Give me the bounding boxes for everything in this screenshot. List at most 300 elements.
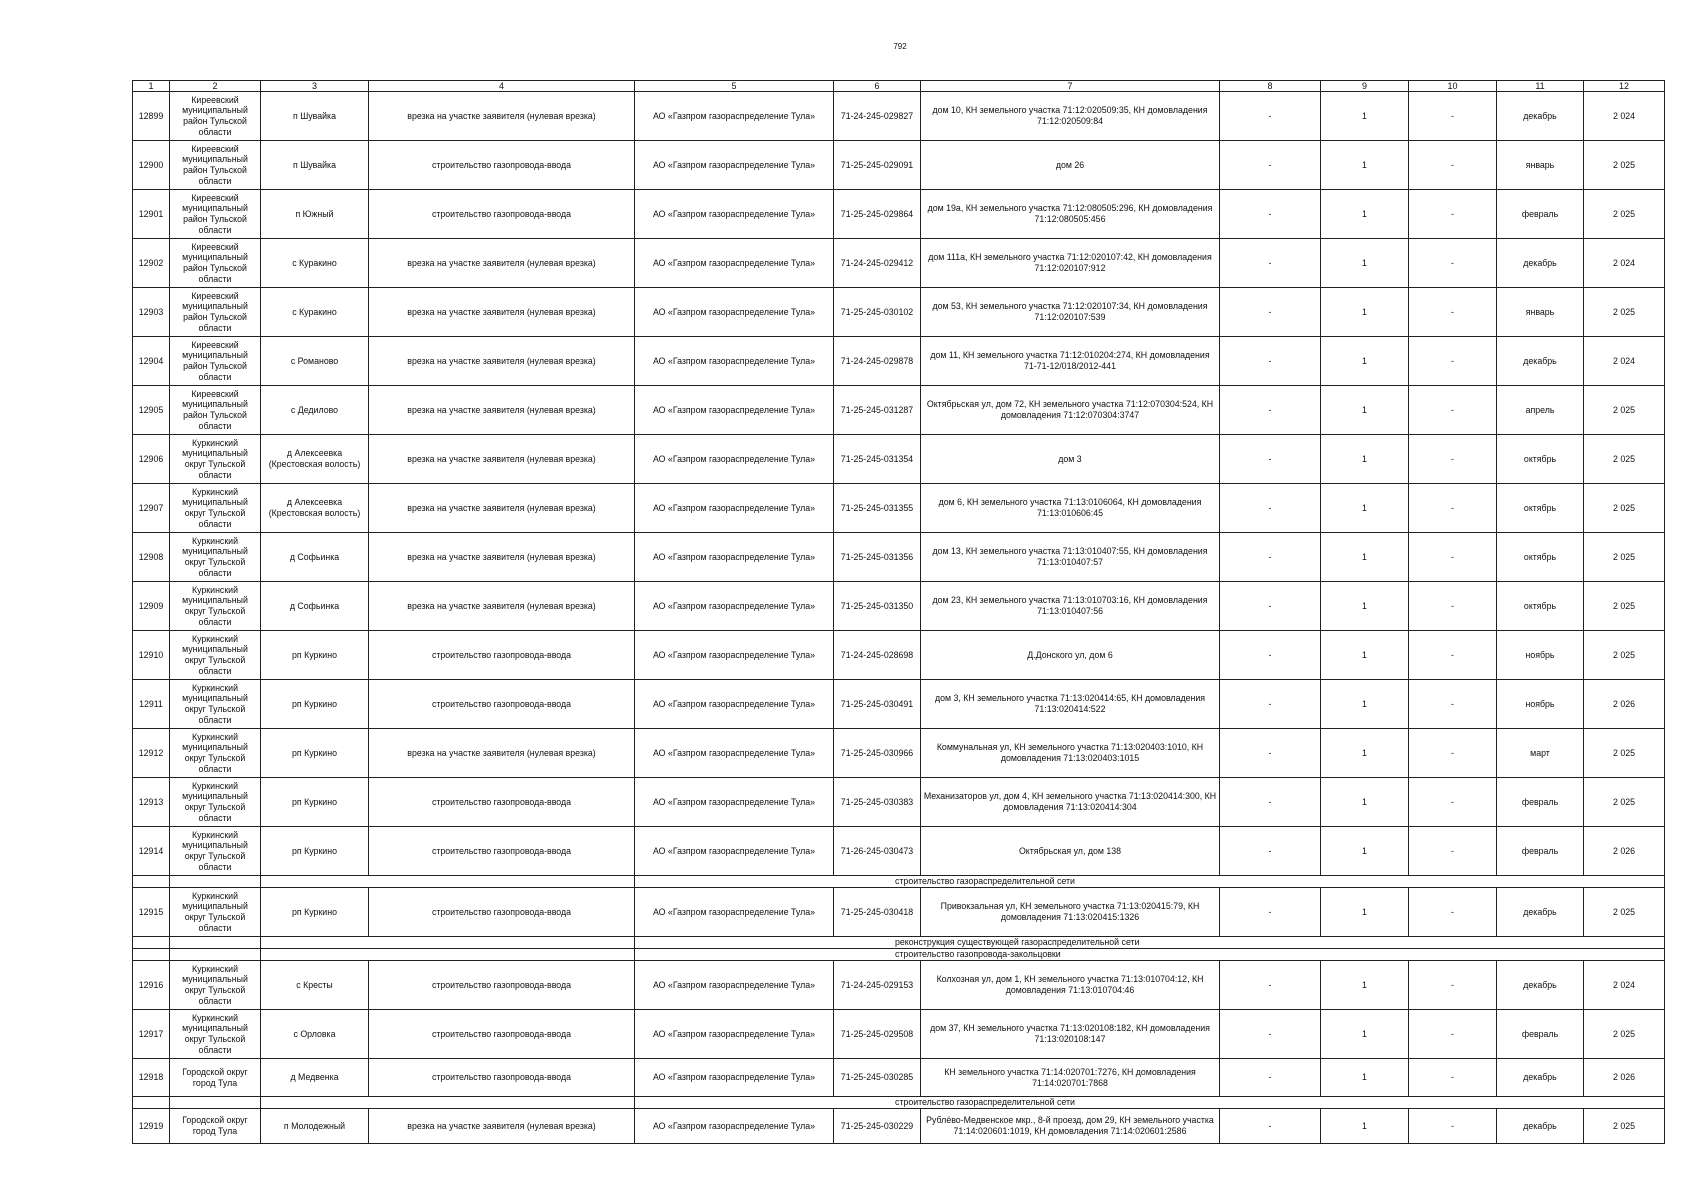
cell-col-5: АО «Газпром газораспределение Тула»	[635, 288, 834, 337]
cell-col-5: АО «Газпром газораспределение Тула»	[635, 729, 834, 778]
cell-col-11: январь	[1497, 288, 1584, 337]
cell-col-10: -	[1409, 1109, 1497, 1144]
cell-col-2: Куркинский муниципальный округ Тульской области	[170, 631, 261, 680]
cell-col-1: 12902	[133, 239, 170, 288]
cell-col-5: АО «Газпром газораспределение Тула»	[635, 435, 834, 484]
cell-col-4: строительство газопровода-ввода	[369, 680, 635, 729]
cell-col-2: Куркинский муниципальный округ Тульской области	[170, 484, 261, 533]
section-heading-row	[133, 949, 1665, 961]
cell-col-1: 12911	[133, 680, 170, 729]
cell-col-2: Куркинский муниципальный округ Тульской области	[170, 888, 261, 937]
cell-col-3: д Софьинка	[261, 582, 369, 631]
cell-col-4: врезка на участке заявителя (нулевая врезка)	[369, 484, 635, 533]
cell-col-3: с Куракино	[261, 239, 369, 288]
cell-col-10: -	[1409, 533, 1497, 582]
cell-col-9: 1	[1321, 1109, 1409, 1144]
cell-col-10: -	[1409, 680, 1497, 729]
table-row	[133, 239, 1665, 288]
cell-col-11: февраль	[1497, 778, 1584, 827]
cell-col-6: 71-25-245-030491	[834, 680, 921, 729]
section-heading-row	[133, 876, 1665, 888]
cell-col-11: декабрь	[1497, 239, 1584, 288]
cell-col-11: апрель	[1497, 386, 1584, 435]
cell-col-3: д Медвенка	[261, 1059, 369, 1097]
column-header-11: 11	[1497, 81, 1584, 92]
cell-col-8: -	[1220, 239, 1321, 288]
cell-col-3: рп Куркино	[261, 631, 369, 680]
cell-col-8: -	[1220, 1010, 1321, 1059]
cell-col-6: 71-25-245-030966	[834, 729, 921, 778]
cell-col-12: 2 025	[1584, 484, 1665, 533]
cell-col-6: 71-25-245-029508	[834, 1010, 921, 1059]
cell-col-11: декабрь	[1497, 961, 1584, 1010]
cell-col-5: АО «Газпром газораспределение Тула»	[635, 484, 834, 533]
column-header-12: 12	[1584, 81, 1665, 92]
cell-col-8: -	[1220, 631, 1321, 680]
cell-col-3: с Орловка	[261, 1010, 369, 1059]
cell-col-5: АО «Газпром газораспределение Тула»	[635, 239, 834, 288]
cell-col-3: п Шувайка	[261, 92, 369, 141]
cell-col-6: 71-25-245-031356	[834, 533, 921, 582]
cell-col-7: дом 3	[921, 435, 1220, 484]
cell-col-4: врезка на участке заявителя (нулевая врезка)	[369, 435, 635, 484]
section-empty-cell	[261, 949, 635, 961]
section-heading-row	[133, 1097, 1665, 1109]
cell-col-4: врезка на участке заявителя (нулевая врезка)	[369, 386, 635, 435]
section-empty-cell	[170, 1097, 261, 1109]
cell-col-10: -	[1409, 582, 1497, 631]
cell-col-6: 71-24-245-028698	[834, 631, 921, 680]
cell-col-6: 71-25-245-031350	[834, 582, 921, 631]
table-row	[133, 827, 1665, 876]
cell-col-3: рп Куркино	[261, 778, 369, 827]
cell-col-8: -	[1220, 1059, 1321, 1097]
cell-col-2: Киреевский муниципальный район Тульской области	[170, 337, 261, 386]
cell-col-5: АО «Газпром газораспределение Тула»	[635, 778, 834, 827]
cell-col-4: строительство газопровода-ввода	[369, 888, 635, 937]
cell-col-12: 2 026	[1584, 1059, 1665, 1097]
cell-col-10: -	[1409, 1010, 1497, 1059]
cell-col-7: Привокзальная ул, КН земельного участка 71:13:020415:79, КН домовладения 71:13:020415:1326	[921, 888, 1220, 937]
cell-col-8: -	[1220, 680, 1321, 729]
section-empty-cell	[170, 876, 261, 888]
cell-col-7: КН земельного участка 71:14:020701:7276, КН домовладения 71:14:020701:7868	[921, 1059, 1220, 1097]
cell-col-7: дом 37, КН земельного участка 71:13:020108:182, КН домовладения 71:13:020108:147	[921, 1010, 1220, 1059]
cell-col-5: АО «Газпром газораспределение Тула»	[635, 141, 834, 190]
cell-col-11: декабрь	[1497, 888, 1584, 937]
cell-col-12: 2 025	[1584, 435, 1665, 484]
cell-col-11: декабрь	[1497, 337, 1584, 386]
column-header-1: 1	[133, 81, 170, 92]
table-row	[133, 729, 1665, 778]
cell-col-1: 12906	[133, 435, 170, 484]
cell-col-10: -	[1409, 888, 1497, 937]
cell-col-4: врезка на участке заявителя (нулевая врезка)	[369, 533, 635, 582]
cell-col-6: 71-25-245-031354	[834, 435, 921, 484]
cell-col-2: Киреевский муниципальный район Тульской области	[170, 141, 261, 190]
cell-col-9: 1	[1321, 239, 1409, 288]
cell-col-11: февраль	[1497, 190, 1584, 239]
cell-col-9: 1	[1321, 337, 1409, 386]
cell-col-4: врезка на участке заявителя (нулевая врезка)	[369, 92, 635, 141]
cell-col-5: АО «Газпром газораспределение Тула»	[635, 961, 834, 1010]
cell-col-1: 12905	[133, 386, 170, 435]
cell-col-10: -	[1409, 239, 1497, 288]
table-row	[133, 533, 1665, 582]
cell-col-12: 2 025	[1584, 190, 1665, 239]
cell-col-11: октябрь	[1497, 435, 1584, 484]
cell-col-6: 71-24-245-029827	[834, 92, 921, 141]
cell-col-3: с Кресты	[261, 961, 369, 1010]
cell-col-2: Куркинский муниципальный округ Тульской области	[170, 582, 261, 631]
cell-col-12: 2 025	[1584, 778, 1665, 827]
cell-col-7: дом 11, КН земельного участка 71:12:010204:274, КН домовладения 71-71-12/018/2012-441	[921, 337, 1220, 386]
cell-col-8: -	[1220, 961, 1321, 1010]
cell-col-11: октябрь	[1497, 582, 1584, 631]
cell-col-11: февраль	[1497, 827, 1584, 876]
cell-col-9: 1	[1321, 141, 1409, 190]
cell-col-7: Колхозная ул, дом 1, КН земельного участка 71:13:010704:12, КН домовладения 71:13:010704:46	[921, 961, 1220, 1010]
cell-col-2: Куркинский муниципальный округ Тульской области	[170, 1010, 261, 1059]
cell-col-5: АО «Газпром газораспределение Тула»	[635, 1059, 834, 1097]
cell-col-4: врезка на участке заявителя (нулевая врезка)	[369, 337, 635, 386]
cell-col-12: 2 026	[1584, 680, 1665, 729]
cell-col-3: рп Куркино	[261, 729, 369, 778]
cell-col-10: -	[1409, 92, 1497, 141]
cell-col-3: с Куракино	[261, 288, 369, 337]
cell-col-8: -	[1220, 533, 1321, 582]
section-empty-cell	[133, 949, 170, 961]
table-row	[133, 1010, 1665, 1059]
section-title: строительство газопровода-закольцовки	[635, 949, 1665, 961]
cell-col-3: рп Куркино	[261, 888, 369, 937]
cell-col-8: -	[1220, 582, 1321, 631]
cell-col-6: 71-24-245-029412	[834, 239, 921, 288]
column-header-5: 5	[635, 81, 834, 92]
cell-col-10: -	[1409, 288, 1497, 337]
cell-col-10: -	[1409, 190, 1497, 239]
cell-col-2: Куркинский муниципальный округ Тульской области	[170, 827, 261, 876]
section-empty-cell	[133, 937, 170, 949]
cell-col-9: 1	[1321, 582, 1409, 631]
cell-col-7: Октябрьская ул, дом 138	[921, 827, 1220, 876]
cell-col-5: АО «Газпром газораспределение Тула»	[635, 533, 834, 582]
cell-col-10: -	[1409, 827, 1497, 876]
cell-col-6: 71-25-245-030229	[834, 1109, 921, 1144]
cell-col-8: -	[1220, 141, 1321, 190]
cell-col-6: 71-26-245-030473	[834, 827, 921, 876]
cell-col-5: АО «Газпром газораспределение Тула»	[635, 680, 834, 729]
cell-col-5: АО «Газпром газораспределение Тула»	[635, 631, 834, 680]
section-empty-cell	[133, 876, 170, 888]
cell-col-4: врезка на участке заявителя (нулевая врезка)	[369, 288, 635, 337]
cell-col-5: АО «Газпром газораспределение Тула»	[635, 337, 834, 386]
cell-col-1: 12908	[133, 533, 170, 582]
cell-col-2: Куркинский муниципальный округ Тульской области	[170, 778, 261, 827]
cell-col-10: -	[1409, 729, 1497, 778]
cell-col-10: -	[1409, 1059, 1497, 1097]
cell-col-9: 1	[1321, 386, 1409, 435]
column-header-4: 4	[369, 81, 635, 92]
cell-col-6: 71-24-245-029153	[834, 961, 921, 1010]
cell-col-5: АО «Газпром газораспределение Тула»	[635, 1010, 834, 1059]
cell-col-1: 12914	[133, 827, 170, 876]
cell-col-3: с Романово	[261, 337, 369, 386]
cell-col-12: 2 025	[1584, 1109, 1665, 1144]
cell-col-7: дом 10, КН земельного участка 71:12:020509:35, КН домовладения 71:12:020509:84	[921, 92, 1220, 141]
cell-col-4: строительство газопровода-ввода	[369, 778, 635, 827]
cell-col-1: 12901	[133, 190, 170, 239]
cell-col-1: 12899	[133, 92, 170, 141]
cell-col-11: декабрь	[1497, 92, 1584, 141]
cell-col-10: -	[1409, 778, 1497, 827]
cell-col-12: 2 024	[1584, 239, 1665, 288]
cell-col-2: Куркинский муниципальный округ Тульской области	[170, 533, 261, 582]
cell-col-6: 71-24-245-029878	[834, 337, 921, 386]
cell-col-12: 2 025	[1584, 631, 1665, 680]
cell-col-1: 12917	[133, 1010, 170, 1059]
cell-col-4: врезка на участке заявителя (нулевая врезка)	[369, 1109, 635, 1144]
cell-col-4: врезка на участке заявителя (нулевая врезка)	[369, 729, 635, 778]
cell-col-11: март	[1497, 729, 1584, 778]
cell-col-9: 1	[1321, 778, 1409, 827]
cell-col-1: 12909	[133, 582, 170, 631]
cell-col-5: АО «Газпром газораспределение Тула»	[635, 582, 834, 631]
cell-col-1: 12900	[133, 141, 170, 190]
column-header-9: 9	[1321, 81, 1409, 92]
cell-col-11: декабрь	[1497, 1109, 1584, 1144]
cell-col-1: 12910	[133, 631, 170, 680]
column-header-2: 2	[170, 81, 261, 92]
cell-col-9: 1	[1321, 1010, 1409, 1059]
cell-col-1: 12916	[133, 961, 170, 1010]
cell-col-10: -	[1409, 386, 1497, 435]
cell-col-6: 71-25-245-030383	[834, 778, 921, 827]
table-row	[133, 888, 1665, 937]
cell-col-2: Куркинский муниципальный округ Тульской области	[170, 680, 261, 729]
section-heading-row	[133, 937, 1665, 949]
cell-col-2: Городской округ город Тула	[170, 1059, 261, 1097]
cell-col-4: строительство газопровода-ввода	[369, 631, 635, 680]
column-header-6: 6	[834, 81, 921, 92]
cell-col-5: АО «Газпром газораспределение Тула»	[635, 386, 834, 435]
cell-col-2: Киреевский муниципальный район Тульской области	[170, 190, 261, 239]
cell-col-1: 12907	[133, 484, 170, 533]
column-number-row	[133, 81, 1665, 92]
cell-col-8: -	[1220, 92, 1321, 141]
cell-col-2: Городской округ город Тула	[170, 1109, 261, 1144]
cell-col-6: 71-25-245-031355	[834, 484, 921, 533]
cell-col-12: 2 025	[1584, 386, 1665, 435]
table-row	[133, 190, 1665, 239]
cell-col-7: дом 23, КН земельного участка 71:13:010703:16, КН домовладения 71:13:010407:56	[921, 582, 1220, 631]
cell-col-7: дом 3, КН земельного участка 71:13:020414:65, КН домовладения 71:13:020414:522	[921, 680, 1220, 729]
cell-col-9: 1	[1321, 631, 1409, 680]
section-title: реконструкция существующей газораспределительной сети	[635, 937, 1665, 949]
cell-col-5: АО «Газпром газораспределение Тула»	[635, 827, 834, 876]
section-title: строительство газораспределительной сети	[635, 876, 1665, 888]
cell-col-6: 71-25-245-030418	[834, 888, 921, 937]
cell-col-10: -	[1409, 435, 1497, 484]
cell-col-2: Куркинский муниципальный округ Тульской области	[170, 729, 261, 778]
cell-col-1: 12912	[133, 729, 170, 778]
cell-col-7: дом 111а, КН земельного участка 71:12:020107:42, КН домовладения 71:12:020107:912	[921, 239, 1220, 288]
cell-col-12: 2 025	[1584, 141, 1665, 190]
cell-col-9: 1	[1321, 729, 1409, 778]
cell-col-9: 1	[1321, 288, 1409, 337]
cell-col-2: Куркинский муниципальный округ Тульской области	[170, 961, 261, 1010]
cell-col-3: п Молодежный	[261, 1109, 369, 1144]
cell-col-12: 2 024	[1584, 337, 1665, 386]
cell-col-7: дом 13, КН земельного участка 71:13:010407:55, КН домовладения 71:13:010407:57	[921, 533, 1220, 582]
cell-col-8: -	[1220, 1109, 1321, 1144]
cell-col-9: 1	[1321, 888, 1409, 937]
cell-col-7: Механизаторов ул, дом 4, КН земельного участка 71:13:020414:300, КН домовладения 71:13:020414:304	[921, 778, 1220, 827]
table-row	[133, 141, 1665, 190]
cell-col-8: -	[1220, 288, 1321, 337]
cell-col-2: Киреевский муниципальный район Тульской области	[170, 239, 261, 288]
cell-col-4: строительство газопровода-ввода	[369, 961, 635, 1010]
cell-col-11: октябрь	[1497, 484, 1584, 533]
table-row	[133, 92, 1665, 141]
cell-col-4: строительство газопровода-ввода	[369, 1010, 635, 1059]
cell-col-12: 2 025	[1584, 729, 1665, 778]
column-header-8: 8	[1220, 81, 1321, 92]
cell-col-9: 1	[1321, 961, 1409, 1010]
cell-col-11: ноябрь	[1497, 680, 1584, 729]
cell-col-9: 1	[1321, 484, 1409, 533]
section-empty-cell	[261, 937, 635, 949]
cell-col-2: Киреевский муниципальный район Тульской области	[170, 386, 261, 435]
cell-col-8: -	[1220, 827, 1321, 876]
table-row	[133, 386, 1665, 435]
cell-col-7: дом 19а, КН земельного участка 71:12:080505:296, КН домовладения 71:12:080505:456	[921, 190, 1220, 239]
cell-col-9: 1	[1321, 1059, 1409, 1097]
cell-col-9: 1	[1321, 190, 1409, 239]
cell-col-1: 12919	[133, 1109, 170, 1144]
cell-col-11: ноябрь	[1497, 631, 1584, 680]
cell-col-7: Рублёво-Медвенское мкр., 8-й проезд, дом 29, КН земельного участка 71:14:020601:1019, КН домовладения 71:14:020601:2586	[921, 1109, 1220, 1144]
cell-col-8: -	[1220, 386, 1321, 435]
cell-col-1: 12918	[133, 1059, 170, 1097]
cell-col-7: дом 53, КН земельного участка 71:12:020107:34, КН домовладения 71:12:020107:539	[921, 288, 1220, 337]
cell-col-2: Киреевский муниципальный район Тульской области	[170, 92, 261, 141]
column-header-3: 3	[261, 81, 369, 92]
cell-col-2: Куркинский муниципальный округ Тульской области	[170, 435, 261, 484]
cell-col-2: Киреевский муниципальный район Тульской области	[170, 288, 261, 337]
cell-col-10: -	[1409, 484, 1497, 533]
cell-col-3: д Алексеевка (Крестовская волость)	[261, 484, 369, 533]
cell-col-5: АО «Газпром газораспределение Тула»	[635, 1109, 834, 1144]
cell-col-5: АО «Газпром газораспределение Тула»	[635, 888, 834, 937]
cell-col-3: рп Куркино	[261, 680, 369, 729]
page-number: 792	[893, 42, 907, 51]
cell-col-11: октябрь	[1497, 533, 1584, 582]
cell-col-8: -	[1220, 337, 1321, 386]
cell-col-10: -	[1409, 631, 1497, 680]
section-empty-cell	[170, 937, 261, 949]
cell-col-11: декабрь	[1497, 1059, 1584, 1097]
section-empty-cell	[261, 876, 635, 888]
cell-col-4: строительство газопровода-ввода	[369, 190, 635, 239]
section-empty-cell	[133, 1097, 170, 1109]
cell-col-8: -	[1220, 484, 1321, 533]
cell-col-8: -	[1220, 435, 1321, 484]
cell-col-6: 71-25-245-029091	[834, 141, 921, 190]
cell-col-9: 1	[1321, 92, 1409, 141]
cell-col-8: -	[1220, 778, 1321, 827]
cell-col-1: 12915	[133, 888, 170, 937]
cell-col-12: 2 024	[1584, 92, 1665, 141]
cell-col-8: -	[1220, 190, 1321, 239]
cell-col-7: дом 26	[921, 141, 1220, 190]
section-empty-cell	[170, 949, 261, 961]
cell-col-5: АО «Газпром газораспределение Тула»	[635, 190, 834, 239]
cell-col-8: -	[1220, 888, 1321, 937]
cell-col-4: строительство газопровода-ввода	[369, 141, 635, 190]
section-title: строительство газораспределительной сети	[635, 1097, 1665, 1109]
cell-col-12: 2 025	[1584, 1010, 1665, 1059]
cell-col-8: -	[1220, 729, 1321, 778]
cell-col-7: Октябрьская ул, дом 72, КН земельного участка 71:12:070304:524, КН домовладения 71:12:070304:3747	[921, 386, 1220, 435]
cell-col-4: строительство газопровода-ввода	[369, 1059, 635, 1097]
cell-col-1: 12904	[133, 337, 170, 386]
cell-col-1: 12903	[133, 288, 170, 337]
cell-col-10: -	[1409, 141, 1497, 190]
cell-col-1: 12913	[133, 778, 170, 827]
cell-col-3: д Алексеевка (Крестовская волость)	[261, 435, 369, 484]
cell-col-12: 2 025	[1584, 533, 1665, 582]
cell-col-10: -	[1409, 961, 1497, 1010]
cell-col-9: 1	[1321, 533, 1409, 582]
table-row	[133, 778, 1665, 827]
cell-col-6: 71-25-245-029864	[834, 190, 921, 239]
cell-col-11: январь	[1497, 141, 1584, 190]
cell-col-4: строительство газопровода-ввода	[369, 827, 635, 876]
cell-col-9: 1	[1321, 435, 1409, 484]
table-row	[133, 288, 1665, 337]
column-header-7: 7	[921, 81, 1220, 92]
cell-col-11: февраль	[1497, 1010, 1584, 1059]
cell-col-7: Д.Донского ул, дом 6	[921, 631, 1220, 680]
cell-col-3: рп Куркино	[261, 827, 369, 876]
table-row	[133, 961, 1665, 1010]
register-body	[133, 92, 1665, 1144]
cell-col-5: АО «Газпром газораспределение Тула»	[635, 92, 834, 141]
cell-col-4: врезка на участке заявителя (нулевая врезка)	[369, 582, 635, 631]
cell-col-4: врезка на участке заявителя (нулевая врезка)	[369, 239, 635, 288]
cell-col-9: 1	[1321, 680, 1409, 729]
cell-col-3: д Софьинка	[261, 533, 369, 582]
cell-col-3: п Шувайка	[261, 141, 369, 190]
table-row	[133, 1109, 1665, 1144]
cell-col-10: -	[1409, 337, 1497, 386]
cell-col-9: 1	[1321, 827, 1409, 876]
table-row	[133, 582, 1665, 631]
table-row	[133, 435, 1665, 484]
cell-col-12: 2 025	[1584, 888, 1665, 937]
table-row	[133, 484, 1665, 533]
cell-col-12: 2 025	[1584, 582, 1665, 631]
cell-col-12: 2 025	[1584, 288, 1665, 337]
cell-col-6: 71-25-245-030285	[834, 1059, 921, 1097]
register-table	[132, 80, 1665, 1144]
cell-col-7: Коммунальная ул, КН земельного участка 71:13:020403:1010, КН домовладения 71:13:020403:1015	[921, 729, 1220, 778]
column-header-10: 10	[1409, 81, 1497, 92]
cell-col-12: 2 024	[1584, 961, 1665, 1010]
cell-col-12: 2 026	[1584, 827, 1665, 876]
table-row	[133, 680, 1665, 729]
